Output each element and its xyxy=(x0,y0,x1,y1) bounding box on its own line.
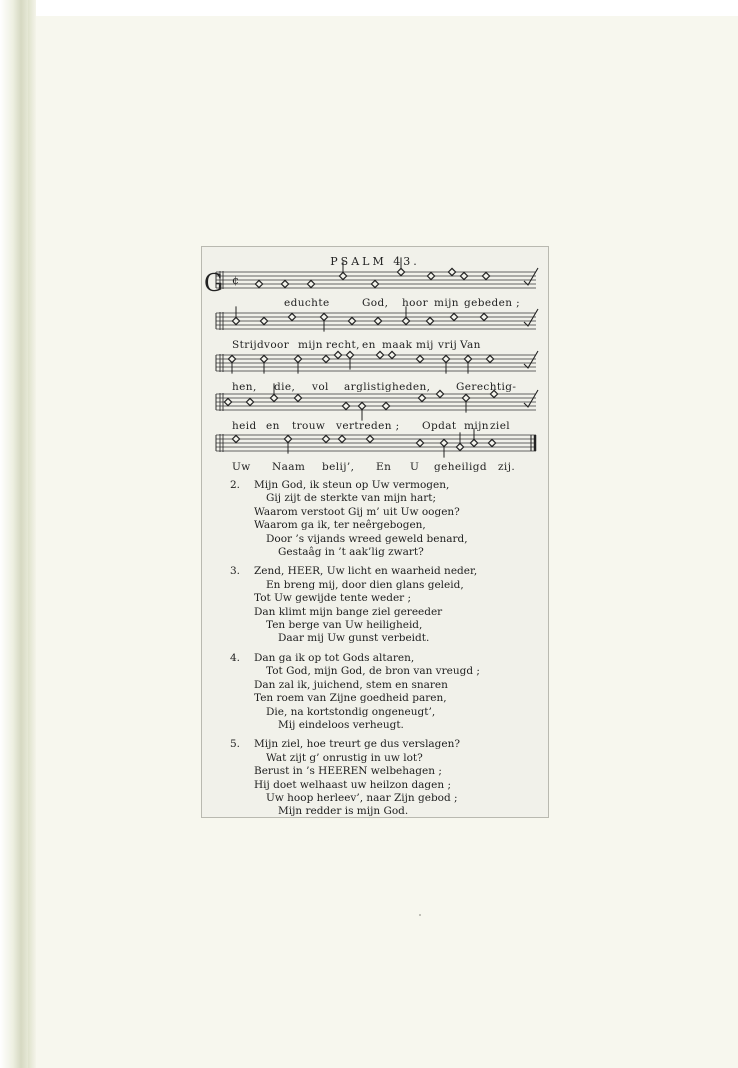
note-head xyxy=(480,313,487,320)
verse-line: Die, na kortstondig ongeneugt’, xyxy=(266,705,436,718)
verse-number: 3. xyxy=(230,565,241,578)
lyric-word: ziel xyxy=(490,420,511,432)
lyric-line-4 xyxy=(202,420,550,434)
lyric-word: mijn xyxy=(298,339,323,351)
lyric-word: Strijd xyxy=(232,339,265,351)
verse-line: Mijn God, ik steun op Uw vermogen, xyxy=(254,479,450,491)
note-head xyxy=(456,443,463,450)
lyric-word: heid xyxy=(232,420,257,432)
note-head xyxy=(320,313,327,320)
verse-line: Gestaâg in ’t aak’lig zwart? xyxy=(278,546,424,559)
lyric-word: die, xyxy=(274,381,296,393)
verse-line: Ten roem van Zijne goedheid paren, xyxy=(254,692,447,705)
note-head xyxy=(348,317,355,324)
note-head xyxy=(486,355,493,362)
book-gutter xyxy=(28,0,36,1068)
lyric-word: zij. xyxy=(498,461,516,473)
note-head xyxy=(397,268,404,275)
note-head xyxy=(427,272,434,279)
verses xyxy=(202,479,550,825)
lyric-word: vol xyxy=(312,381,329,393)
lyric-word: en xyxy=(266,420,280,432)
verse-number: 5. xyxy=(230,738,241,751)
verse-line: Dan zal ik, juichend, stem en snaren xyxy=(254,678,448,691)
verse-line: En breng mij, door dien glans geleid, xyxy=(266,578,464,591)
lyric-word: Naam xyxy=(272,461,306,473)
note-head xyxy=(255,280,262,287)
lyric-line-3 xyxy=(202,381,550,395)
verse-line: Dan ga ik op tot Gods altaren, xyxy=(254,651,415,664)
lyric-word: Gerechtig- xyxy=(456,381,517,393)
verse-line: Hij doet welhaast uw heilzon dagen ; xyxy=(254,778,451,791)
page-top-edge xyxy=(36,0,738,16)
note-head xyxy=(366,435,373,442)
verse-line: Mijn ziel, hoe treurt ge dus verslagen? xyxy=(254,738,461,751)
lyric-word: educhte xyxy=(284,297,330,309)
note-head xyxy=(402,317,409,324)
lyric-word: Uw xyxy=(232,461,251,473)
note-head xyxy=(288,313,295,320)
verse-line: Door ’s vijands wreed geweld benard, xyxy=(266,532,468,545)
note-head xyxy=(358,402,365,409)
lyric-word: belij’, xyxy=(322,461,355,473)
note-head xyxy=(460,272,467,279)
verse-line: Berust in ’s HEEREN welbehagen ; xyxy=(254,765,442,778)
verse-line: Zend, HEER, Uw licht en waarheid neder, xyxy=(254,565,478,578)
verse-line: Wat zijt g’ onrustig in uw lot? xyxy=(266,751,423,764)
note-head xyxy=(482,272,489,279)
verse-line: Waarom verstoot Gij m’ uit Uw oogen? xyxy=(254,505,460,518)
note-head xyxy=(307,280,314,287)
note-head xyxy=(418,394,425,401)
lyric-word: en xyxy=(362,339,376,351)
note-head xyxy=(416,355,423,362)
verse-3 xyxy=(202,565,550,645)
note-head xyxy=(232,435,239,442)
lyric-word: recht, xyxy=(326,339,360,351)
note-head xyxy=(281,280,288,287)
lyric-word: gebeden ; xyxy=(464,297,521,309)
lyric-word: Van xyxy=(460,339,481,351)
note-head xyxy=(338,435,345,442)
note-head xyxy=(246,398,253,405)
lyric-word: hoor xyxy=(402,297,429,309)
note-head xyxy=(339,272,346,279)
note-head xyxy=(440,439,447,446)
note-head xyxy=(450,313,457,320)
note-head xyxy=(382,402,389,409)
lyric-word: arglistigheden, xyxy=(344,381,431,393)
note-head xyxy=(294,394,301,401)
note-head xyxy=(448,268,455,275)
verse-line: Waarom ga ik, ter neêrgebogen, xyxy=(254,519,426,532)
verse-5 xyxy=(202,738,550,818)
note-head xyxy=(294,355,301,362)
verse-line: Ten berge van Uw heiligheid, xyxy=(266,619,423,632)
lyric-word: U xyxy=(410,461,420,473)
lyric-word: mij xyxy=(416,339,434,351)
lyric-word: trouw xyxy=(292,420,326,432)
lyric-word: mijn xyxy=(464,420,489,432)
note-head xyxy=(322,355,329,362)
verse-line: Daar mij Uw gunst verbeidt. xyxy=(278,632,430,645)
lyric-word: God, xyxy=(362,297,389,309)
initial-letter: G xyxy=(204,269,224,297)
note-head xyxy=(260,317,267,324)
note-head xyxy=(470,439,477,446)
note-head xyxy=(416,439,423,446)
verse-line: Tot God, mijn God, de bron van vreugd ; xyxy=(266,665,480,678)
lyric-word: vrij xyxy=(438,339,458,351)
book-spine xyxy=(0,0,28,1068)
note-head xyxy=(342,402,349,409)
custos-mark xyxy=(524,351,538,368)
note-head xyxy=(260,355,267,362)
verse-2 xyxy=(202,479,550,559)
lyric-word: hen, xyxy=(232,381,257,393)
note-head xyxy=(374,317,381,324)
note-head xyxy=(228,355,235,362)
custos-mark xyxy=(524,268,538,285)
verse-line: Dan klimt mijn bange ziel gereeder xyxy=(254,605,443,618)
verse-line: Mij eindeloos verheugt. xyxy=(278,718,404,731)
verse-number: 4. xyxy=(230,651,241,664)
psalm-title: PSALM 43. xyxy=(330,255,420,268)
lyric-word: En xyxy=(376,461,392,473)
verse-line: Gij zijt de sterkte van mijn hart; xyxy=(266,492,437,505)
note-head xyxy=(322,435,329,442)
paper-speck xyxy=(419,914,421,916)
lyric-word: geheiligd xyxy=(434,461,488,473)
note-head xyxy=(284,435,291,442)
music-notation xyxy=(202,247,550,479)
verse-line: Mijn redder is mijn God. xyxy=(278,805,409,818)
lyric-word: Opdat xyxy=(422,420,457,432)
note-head xyxy=(426,317,433,324)
lyric-word: voor xyxy=(264,339,290,351)
time-signature: ¢ xyxy=(232,274,239,287)
verse-4 xyxy=(202,652,550,732)
custos-mark xyxy=(524,309,538,326)
note-head xyxy=(462,394,469,401)
note-head xyxy=(270,394,277,401)
note-head xyxy=(442,355,449,362)
note-head xyxy=(224,398,231,405)
lyric-line-1 xyxy=(202,297,550,311)
lyric-word: maak xyxy=(382,339,413,351)
psalm-card xyxy=(201,246,549,818)
note-head xyxy=(232,317,239,324)
verse-number: 2. xyxy=(230,479,241,491)
lyric-line-2 xyxy=(202,339,550,353)
note-head xyxy=(371,280,378,287)
lyric-word: mijn xyxy=(434,297,459,309)
lyric-line-5 xyxy=(202,461,550,475)
note-head xyxy=(464,355,471,362)
verse-line: Tot Uw gewijde tente weder ; xyxy=(254,592,412,605)
verse-line: Uw hoop herleev’, naar Zijn gebod ; xyxy=(266,791,458,804)
lyric-word: vertreden ; xyxy=(336,420,400,432)
note-head xyxy=(488,439,495,446)
